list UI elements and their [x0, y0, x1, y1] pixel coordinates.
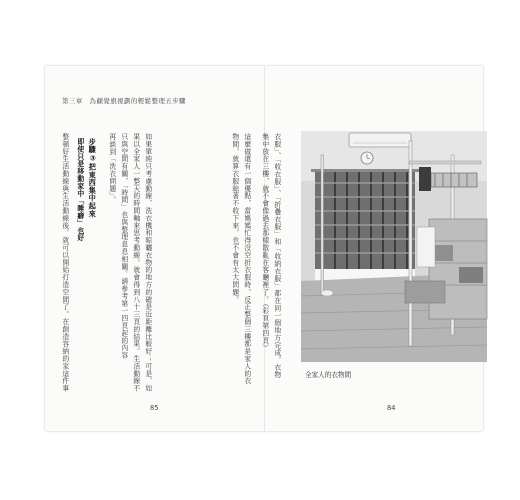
left-text-column: 再談到「洗衣問題」。	[107, 133, 116, 204]
step-heading: 步驟③把東西集中起來	[88, 138, 98, 218]
right-text-column: 這麼做還有一個優點，當媽媽忙得沒空折衣服時，反正整個三樓都是家人的衣	[242, 133, 251, 385]
left-text-column: 只與空間有關，「時間」也與整理息息相關。請參考第一四頁起的內容	[119, 133, 128, 359]
subheading: 即使只是移動家中「睡癖」也好	[75, 138, 84, 242]
page-number-right: 84	[387, 404, 396, 412]
left-text-column: 如果單純只考慮動線，洗衣機和晾曬衣物的地方的確是近距離比較好；可是，如	[143, 133, 152, 392]
clothing-room-photo	[301, 131, 487, 362]
page-number-left: 85	[150, 404, 159, 412]
right-text-column: 物間，就算衣服晾著不收下來，也不會有太大問題。	[230, 133, 239, 304]
right-text-column: 集中放在三樓，就不會像過去那樣散亂在客廳裡了。（彩頁第四頁）	[260, 133, 269, 352]
left-text-column: 整頓好生活動線與生活動線後，就可以開始打造空間了。在創造容納的家這件事	[60, 133, 69, 392]
left-text-column: 果以全家人一整天的時間軸來思考動線，就會得到八十三頁的結果。生活動線不	[131, 133, 140, 392]
photo-caption: 全家人的衣物間	[305, 371, 352, 379]
chapter-heading: 第三章 為顧覺旗視劃的輕鬆整理五步驟	[62, 97, 187, 105]
right-text-column: 衣服」、「收衣服」、「折疊衣服」和「收納衣服」都在同一個地方完成，衣物	[272, 133, 281, 379]
